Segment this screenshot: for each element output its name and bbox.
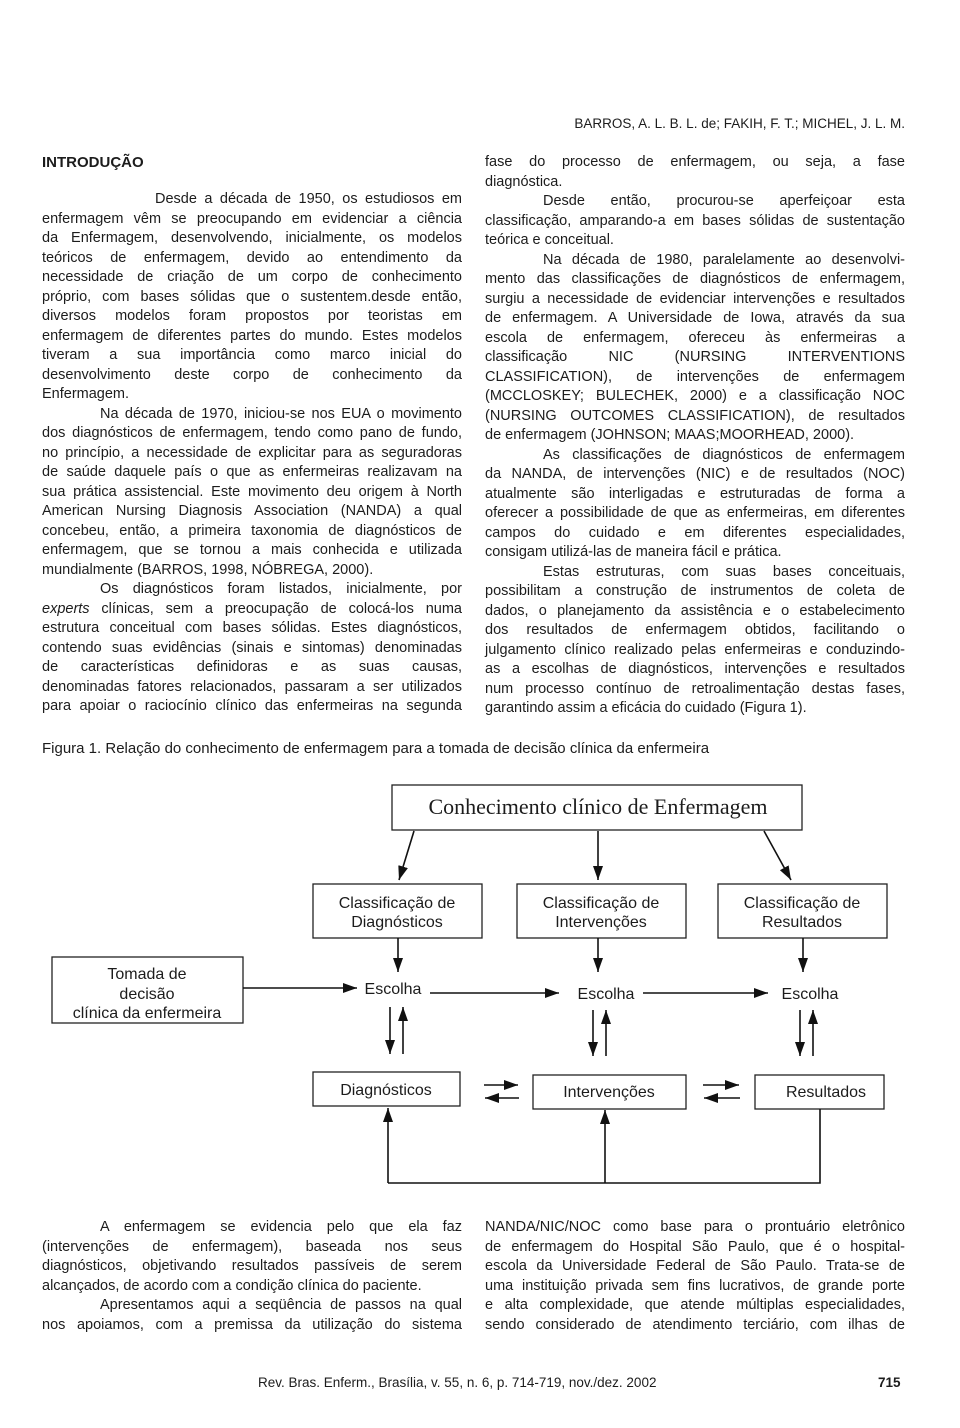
text-line: enfermagem, que se tornou a mais conhecida e utilizada bbox=[42, 542, 462, 558]
text-line: diagnósticos, objetivando resultados passíveis de serem bbox=[42, 1258, 462, 1274]
decision-label: Tomada de bbox=[107, 966, 187, 983]
text-line: fase do processo de enfermagem, ou seja, a fase bbox=[485, 154, 905, 170]
intro-right-column bbox=[485, 153, 905, 719]
figure-caption: Figura 1. Relação do conhecimento de enfermagem para a tomada de decisão clínica da enfermeira bbox=[42, 740, 710, 757]
classification-label: Classificação de bbox=[542, 895, 660, 912]
paragraph bbox=[485, 446, 905, 563]
text-line: classificação, amparando-a em bases sólidas de sustentação bbox=[485, 212, 905, 229]
text-line: contendo suas evidências (sinais e sintomas) denominadas bbox=[42, 639, 462, 656]
choice-label: Escolha bbox=[364, 981, 422, 998]
text-line: Estas estruturas, com suas bases conceituais, bbox=[543, 563, 905, 580]
text-line: teóricos de enfermagem, devido ao entendimento da bbox=[42, 249, 462, 266]
text-line: CLASSIFICATION), de intervenções de enfermagem bbox=[485, 368, 905, 385]
text-line: de enfermagem do Hospital São Paulo, que é o hospital- bbox=[485, 1238, 905, 1255]
page-number: 715 bbox=[878, 1375, 901, 1390]
text-run: clínicas, sem a preocupação de colocá-los numa bbox=[89, 600, 462, 617]
classification-label: Classificação de bbox=[338, 895, 456, 912]
output-label: Diagnósticos bbox=[340, 1082, 432, 1099]
text-line: diagnóstica. bbox=[485, 173, 563, 190]
paragraph bbox=[485, 153, 905, 192]
text-line: consigam utilizá-las de maneira fácil e prática. bbox=[485, 544, 782, 560]
paragraph bbox=[42, 580, 462, 717]
output-label: Intervenções bbox=[563, 1084, 655, 1101]
text-line: dos diagnósticos de enfermagem, tendo como pano de fundo, bbox=[42, 425, 462, 441]
arrow-to-diagnoses-classification bbox=[399, 831, 414, 880]
text-line: alcançados, de acordo com a condição clínica do paciente. bbox=[42, 1277, 422, 1294]
text-line: Enfermagem. bbox=[42, 386, 130, 402]
paragraph bbox=[42, 405, 462, 581]
figure-diagram bbox=[0, 770, 960, 1200]
text-line: concebeu, então, a primeira taxonomia de diagnósticos de bbox=[42, 522, 462, 539]
text-line: uma instituição privada sem fins lucrativos, de grande porte bbox=[485, 1277, 905, 1294]
text-line: enfermagem de diferentes partes do mundo. Estes modelos bbox=[42, 327, 462, 344]
text-line: As classificações de diagnósticos de enfermagem bbox=[543, 446, 905, 463]
italic-term: experts bbox=[42, 600, 90, 617]
text-line: classificação NIC (NURSING INTERVENTIONS bbox=[485, 349, 905, 365]
classification-label: Intervenções bbox=[555, 914, 647, 931]
text-line: sendo considerado de atendimento terciário, com ilhas de bbox=[485, 1316, 905, 1333]
text-line: de saúde daquele país o que as enfermeiras realizavam na bbox=[42, 464, 462, 480]
text-line: da NANDA, de intervenções (NIC) e de resultados (NOC) bbox=[485, 466, 905, 482]
classification-label: Resultados bbox=[761, 914, 843, 931]
text-line: oferecer a possibilidade de que as enfermeiras, em diferentes bbox=[485, 505, 905, 521]
clinical-knowledge-label: Conhecimento clínico de Enfermagem bbox=[428, 794, 768, 819]
text-line: num processo contínuo de retroalimentação destas fases, bbox=[485, 680, 905, 697]
text-line: NANDA/NIC/NOC como base para o prontuário eletrônico bbox=[485, 1219, 905, 1235]
text-line: julgamento clínico realizado pelas enfermeiras e conduzindo- bbox=[485, 641, 905, 658]
paragraph bbox=[42, 190, 462, 405]
classification-label: Classificação de bbox=[743, 895, 861, 912]
text-line: campos do cuidado e em diferentes especialidades, bbox=[485, 524, 905, 541]
text-line: Na década de 1970, iniciou-se nos EUA o movimento bbox=[100, 405, 462, 422]
text-line: (MCCLOSKEY; BULECHEK, 2000) e a classificação NOC bbox=[485, 388, 905, 404]
text-line: American Nursing Diagnosis Association (NANDA) a qual bbox=[42, 503, 462, 519]
journal-citation: Rev. Bras. Enferm., Brasília, v. 55, n. 6, p. 714-719, nov./dez. 2002 bbox=[258, 1375, 657, 1390]
text-line: surgiu a necessidade de evidenciar intervenções e resultados bbox=[485, 290, 905, 307]
paragraph bbox=[485, 251, 905, 446]
text-line: mundialmente (BARROS, 1998, NÓBREGA, 2000). bbox=[42, 561, 374, 578]
paragraph bbox=[42, 1296, 462, 1335]
text-line: de características definidoras e as suas causas, bbox=[42, 659, 462, 675]
text-line: dados, o planejamento da assistência e o estabelecimento bbox=[485, 602, 905, 619]
text-line: Os diagnósticos foram listados, inicialmente, por bbox=[100, 581, 462, 597]
output-label: Resultados bbox=[785, 1084, 867, 1101]
decision-label: clínica da enfermeira bbox=[72, 1005, 222, 1022]
text-line: escola da Universidade Federal de São Paulo. Trata-se de bbox=[485, 1258, 905, 1274]
text-line: sua prática assistencial. Este movimento deu origem à North bbox=[42, 483, 462, 500]
closing-left-column bbox=[42, 1218, 462, 1335]
text-line: de enfermagem (JOHNSON; MAAS;MOORHEAD, 2000). bbox=[485, 427, 855, 443]
text-line: Apresentamos aqui a seqüência de passos na qual bbox=[100, 1297, 462, 1313]
text-line: estrutura conceitual com bases sólidas. Estes diagnósticos, bbox=[42, 620, 462, 636]
text-line: tiveram a sua importância como marco inicial do bbox=[42, 347, 462, 363]
text-line: e alta complexidade, que atende múltiplas especialidades, bbox=[485, 1297, 905, 1313]
text-line: dos resultados de enfermagem obtidos, facilitando o bbox=[485, 622, 905, 638]
text-line: Na década de 1980, paralelamente ao desenvolvi- bbox=[543, 251, 905, 268]
text-line: Desde a década de 1950, os estudiosos em bbox=[155, 191, 462, 207]
arrow-to-outcomes-classification bbox=[764, 831, 791, 880]
text-line: enfermagem vêm se preocupando em evidenciar a ciência bbox=[42, 210, 462, 227]
paragraph bbox=[485, 563, 905, 719]
intro-left-column bbox=[42, 153, 462, 717]
text-line: necessidade de criação de um corpo de conhecimento bbox=[42, 269, 462, 285]
text-line: as a escolhas de diagnósticos, intervenções e resultados bbox=[485, 661, 905, 677]
text-line: escola de enfermagem, ofereceu às enfermeiras a bbox=[485, 329, 905, 346]
text-line bbox=[42, 600, 462, 620]
text-line: garantindo assim a eficácia do cuidado (Figura 1). bbox=[485, 700, 807, 716]
text-line: (NURSING OUTCOMES CLASSIFICATION), de resultados bbox=[485, 407, 905, 424]
text-line: no princípio, a necessidade de explicitar para as seguradoras bbox=[42, 444, 462, 461]
text-line: diversos modelos foram propostos por teoristas em bbox=[42, 308, 462, 324]
text-line: nos apoiamos, com a premissa da utilização do sistema bbox=[42, 1316, 462, 1333]
text-line: (intervenções de enfermagem), baseada nos seus bbox=[42, 1238, 462, 1255]
paragraph bbox=[42, 1218, 462, 1296]
text-line: A enfermagem se evidencia pelo que ela faz bbox=[100, 1219, 462, 1235]
paragraph bbox=[485, 1218, 905, 1335]
choice-label: Escolha bbox=[577, 986, 635, 1003]
paragraph bbox=[485, 192, 905, 251]
text-line: possibilitam a construção de instrumentos de coleta de bbox=[485, 583, 905, 599]
text-line: próprio, com bases sólidas que o sustentem.desde então, bbox=[42, 288, 462, 305]
section-title: INTRODUÇÃO bbox=[42, 154, 144, 171]
text-line: Desde então, procurou-se aperfeiçoar esta bbox=[543, 193, 905, 209]
text-line: para apoiar o raciocínio clínico das enfermeiras na segunda bbox=[42, 698, 462, 714]
text-line: mento das classificações de diagnósticos de enfermagem, bbox=[485, 271, 905, 287]
text-line: desenvolvimento deste corpo de conhecimento da bbox=[42, 366, 462, 383]
text-line: atualmente são interligadas e estruturadas de forma a bbox=[485, 485, 905, 502]
text-line: teórica e conceitual. bbox=[485, 232, 614, 248]
feedback-loop-line bbox=[388, 1109, 820, 1183]
choice-label: Escolha bbox=[781, 986, 839, 1003]
classification-label: Diagnósticos bbox=[351, 914, 443, 931]
text-line: da Enfermagem, desenvolvendo, inicialmente, os modelos bbox=[42, 230, 462, 246]
decision-label: decisão bbox=[119, 986, 175, 1003]
text-line: denominadas fatores relacionados, passaram a ser utilizados bbox=[42, 678, 462, 695]
running-header-authors: BARROS, A. L. B. L. de; FAKIH, F. T.; MICHEL, J. L. M. bbox=[574, 116, 905, 131]
text-line: de enfermagem. A Universidade de Iowa, através da sua bbox=[485, 310, 905, 326]
closing-right-column bbox=[485, 1218, 905, 1335]
